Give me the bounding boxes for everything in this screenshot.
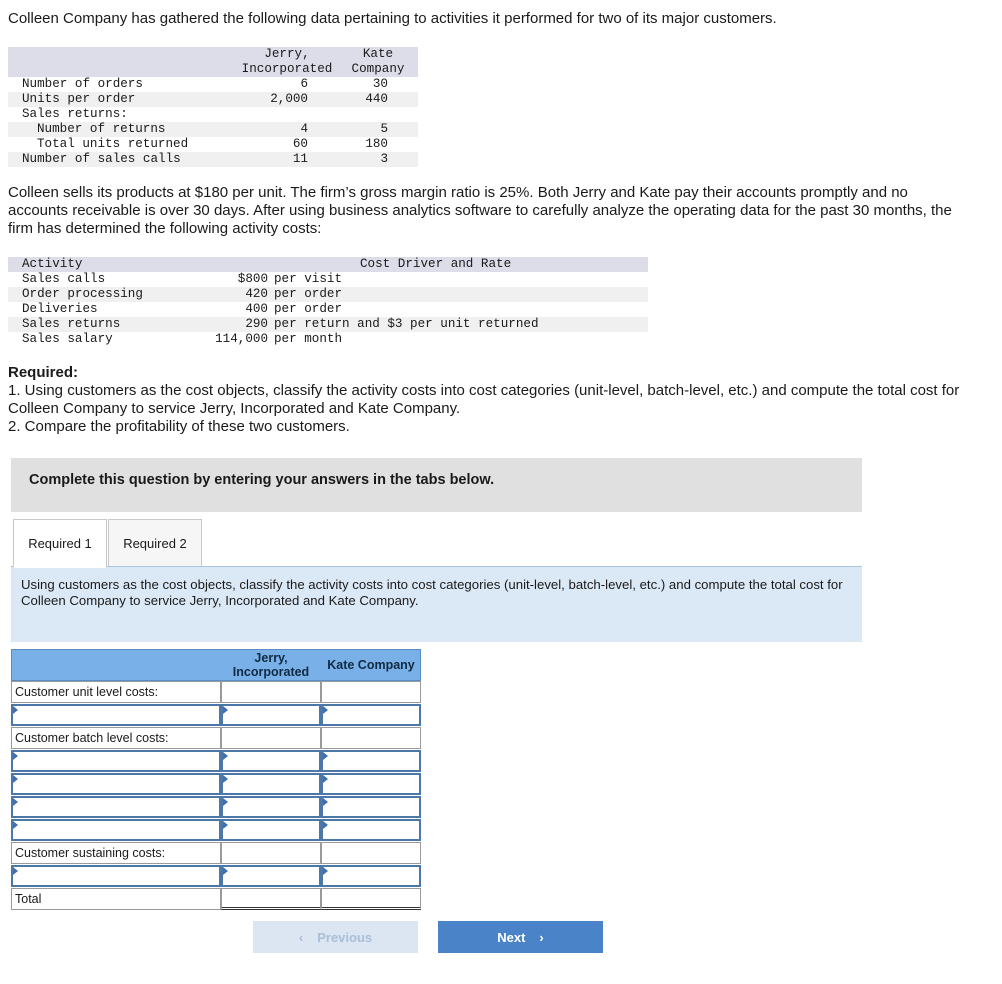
jerry-value: 60	[292, 137, 308, 151]
sustaining-cost-name-input[interactable]	[11, 865, 221, 887]
batch-level-label: Customer batch level costs:	[11, 727, 221, 749]
activity-name: Deliveries	[22, 302, 98, 316]
required-item-1: 1. Using customers as the cost objects, classify the activity costs into cost categories (unit-level, batch-level, etc.) and compute the total cost for Colleen Company to service Jerry, Incorporated and Kate Company.	[8, 382, 960, 417]
row-label: Number of orders	[22, 77, 143, 91]
activity-name: Sales calls	[22, 272, 106, 286]
jerry-value: 11	[292, 152, 308, 166]
row-label: Total units returned	[37, 137, 189, 151]
batch-cost-kate-input[interactable]	[321, 773, 421, 795]
col-jerry-header-2: Incorporated	[241, 62, 333, 76]
batch-cost-jerry-input[interactable]	[221, 773, 321, 795]
activity-amount: 290	[245, 317, 268, 331]
unit-level-label: Customer unit level costs:	[11, 681, 221, 703]
col-jerry-header	[221, 649, 321, 681]
activity-cost-table	[8, 257, 648, 349]
kate-value: 5	[380, 122, 388, 136]
previous-button[interactable]	[253, 921, 418, 953]
jerry-value: 6	[300, 77, 308, 91]
kate-value: 3	[380, 152, 388, 166]
activity-name: Sales salary	[22, 332, 113, 346]
batch-cost-name-input[interactable]	[11, 819, 221, 841]
activity-name: Order processing	[22, 287, 143, 301]
question-text: Using customers as the cost objects, classify the activity costs into cost categories (unit-level, batch-level, etc.) and compute the total cost for Colleen Company to service Jerry, Incorporated and Kate Company.	[21, 577, 843, 608]
kate-value: 440	[365, 92, 388, 106]
col-jerry-line2: Incorporated	[232, 665, 310, 679]
unit-cost-name-input[interactable]	[11, 704, 221, 726]
total-label: Total	[11, 888, 221, 910]
activity-rate: per order	[274, 287, 343, 301]
jerry-value: 4	[300, 122, 308, 136]
chevron-left-icon: ‹	[298, 929, 304, 945]
activity-amount: 420	[245, 287, 268, 301]
pricing-paragraph: Colleen sells its products at $180 per unit. The firm’s gross margin ratio is 25%. Both Jerry and Kate pay their accounts promptly and no accounts receivable is over 30 days. After using business analytics software to carefully analyze the operating data for the past 30 months, the firm has determined the following activity costs:	[8, 184, 952, 237]
activity-header: Activity	[22, 257, 83, 271]
col-kate-header: Kate Company	[327, 658, 415, 672]
required-item-2: 2. Compare the profitability of these two customers.	[8, 418, 350, 435]
customer-data-table	[8, 47, 418, 167]
answer-grid	[11, 649, 421, 911]
col-kate-header-2: Company	[351, 62, 405, 76]
tab-required-1[interactable]: Required 1	[13, 519, 107, 568]
sustaining-label: Customer sustaining costs:	[11, 842, 221, 864]
total-jerry-cell	[221, 888, 321, 910]
batch-cost-name-input[interactable]	[11, 750, 221, 772]
batch-cost-jerry-input[interactable]	[221, 819, 321, 841]
activity-amount: $800	[237, 272, 268, 286]
activity-rate: per visit	[274, 272, 343, 286]
unit-cost-jerry-input[interactable]	[221, 704, 321, 726]
batch-cost-kate-input[interactable]	[321, 796, 421, 818]
batch-cost-kate-input[interactable]	[321, 819, 421, 841]
intro-text: Colleen Company has gathered the following data pertaining to activities it performed for two of its major customers.	[8, 10, 777, 27]
total-kate-cell	[321, 888, 421, 910]
previous-label: Previous	[317, 929, 373, 945]
chevron-right-icon: ›	[539, 929, 544, 945]
row-label: Units per order	[22, 92, 136, 106]
activity-rate: per return and $3 per unit returned	[274, 317, 539, 331]
cost-driver-header: Cost Driver and Rate	[360, 257, 512, 271]
kate-value: 180	[365, 137, 388, 151]
activity-amount: 400	[245, 302, 268, 316]
required-heading: Required:	[8, 364, 79, 381]
unit-cost-kate-input[interactable]	[321, 704, 421, 726]
activity-rate: per order	[274, 302, 343, 316]
activity-amount: 114,000	[215, 332, 268, 346]
kate-value: 30	[372, 77, 388, 91]
batch-cost-name-input[interactable]	[11, 796, 221, 818]
col-jerry-line1: Jerry,	[254, 651, 288, 665]
next-label: Next	[497, 929, 526, 945]
row-label: Sales returns:	[22, 107, 128, 121]
instruction-banner	[11, 458, 862, 512]
batch-cost-kate-input[interactable]	[321, 750, 421, 772]
sustaining-cost-jerry-input[interactable]	[221, 865, 321, 887]
next-button[interactable]	[438, 921, 603, 953]
instruction-text: Complete this question by entering your answers in the tabs below.	[29, 472, 495, 488]
sustaining-cost-kate-input[interactable]	[321, 865, 421, 887]
batch-cost-jerry-input[interactable]	[221, 750, 321, 772]
batch-cost-name-input[interactable]	[11, 773, 221, 795]
batch-cost-jerry-input[interactable]	[221, 796, 321, 818]
row-label: Number of sales calls	[22, 152, 181, 166]
col-kate-header-1: Kate	[362, 47, 394, 61]
activity-name: Sales returns	[22, 317, 121, 331]
jerry-value: 2,000	[270, 92, 308, 106]
row-label: Number of returns	[37, 122, 166, 136]
col-jerry-header-1: Jerry,	[264, 47, 310, 61]
tab-required-2[interactable]: Required 2	[108, 519, 202, 568]
activity-rate: per month	[274, 332, 343, 346]
question-panel	[11, 567, 862, 642]
